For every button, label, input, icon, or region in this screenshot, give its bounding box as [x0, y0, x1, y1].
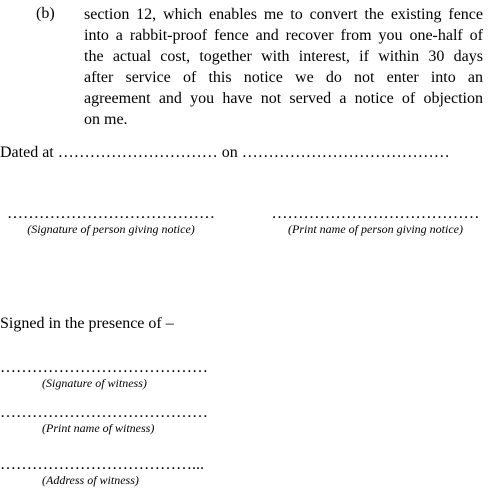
witness-print-name-block	[0, 405, 222, 435]
clause-line: section 12, which enables me to convert the existing fence	[84, 6, 483, 23]
clause-line: after service of this notice we do not enter into an	[84, 69, 483, 86]
witness-signature-block	[0, 360, 222, 390]
witness-address-caption: (Address of witness)	[42, 473, 139, 487]
giver-signature-block	[0, 206, 222, 236]
witness-signature-line: …………………………………	[0, 359, 208, 376]
giver-signature-line: …………………………………	[7, 205, 215, 222]
clause-line: on me.	[84, 111, 128, 128]
clause-line: into a rabbit-proof fence and recover from you one-half of	[84, 27, 483, 44]
dated-line: Dated at ………………………… on …………………………………	[0, 144, 450, 161]
giver-signature-caption: (Signature of person giving notice)	[27, 222, 195, 236]
witness-address-block	[0, 457, 222, 487]
witness-print-name-caption: (Print name of witness)	[42, 421, 155, 435]
giver-print-name-line: …………………………………	[271, 205, 480, 222]
giver-print-name-caption: (Print name of person giving notice)	[288, 222, 463, 236]
witness-address-line: ………………………………...	[0, 456, 204, 473]
giver-print-name-block	[264, 206, 487, 236]
clause-line: the actual cost, together with interest, if within 30 days	[84, 48, 483, 65]
clause-marker: (b)	[36, 5, 55, 22]
clause-line: agreement and you have not served a notice of objection	[84, 90, 483, 107]
clause-body	[84, 4, 483, 130]
witness-heading: Signed in the presence of –	[0, 315, 174, 332]
witness-print-name-line: …………………………………	[0, 404, 208, 421]
witness-signature-caption: (Signature of witness)	[42, 376, 147, 390]
